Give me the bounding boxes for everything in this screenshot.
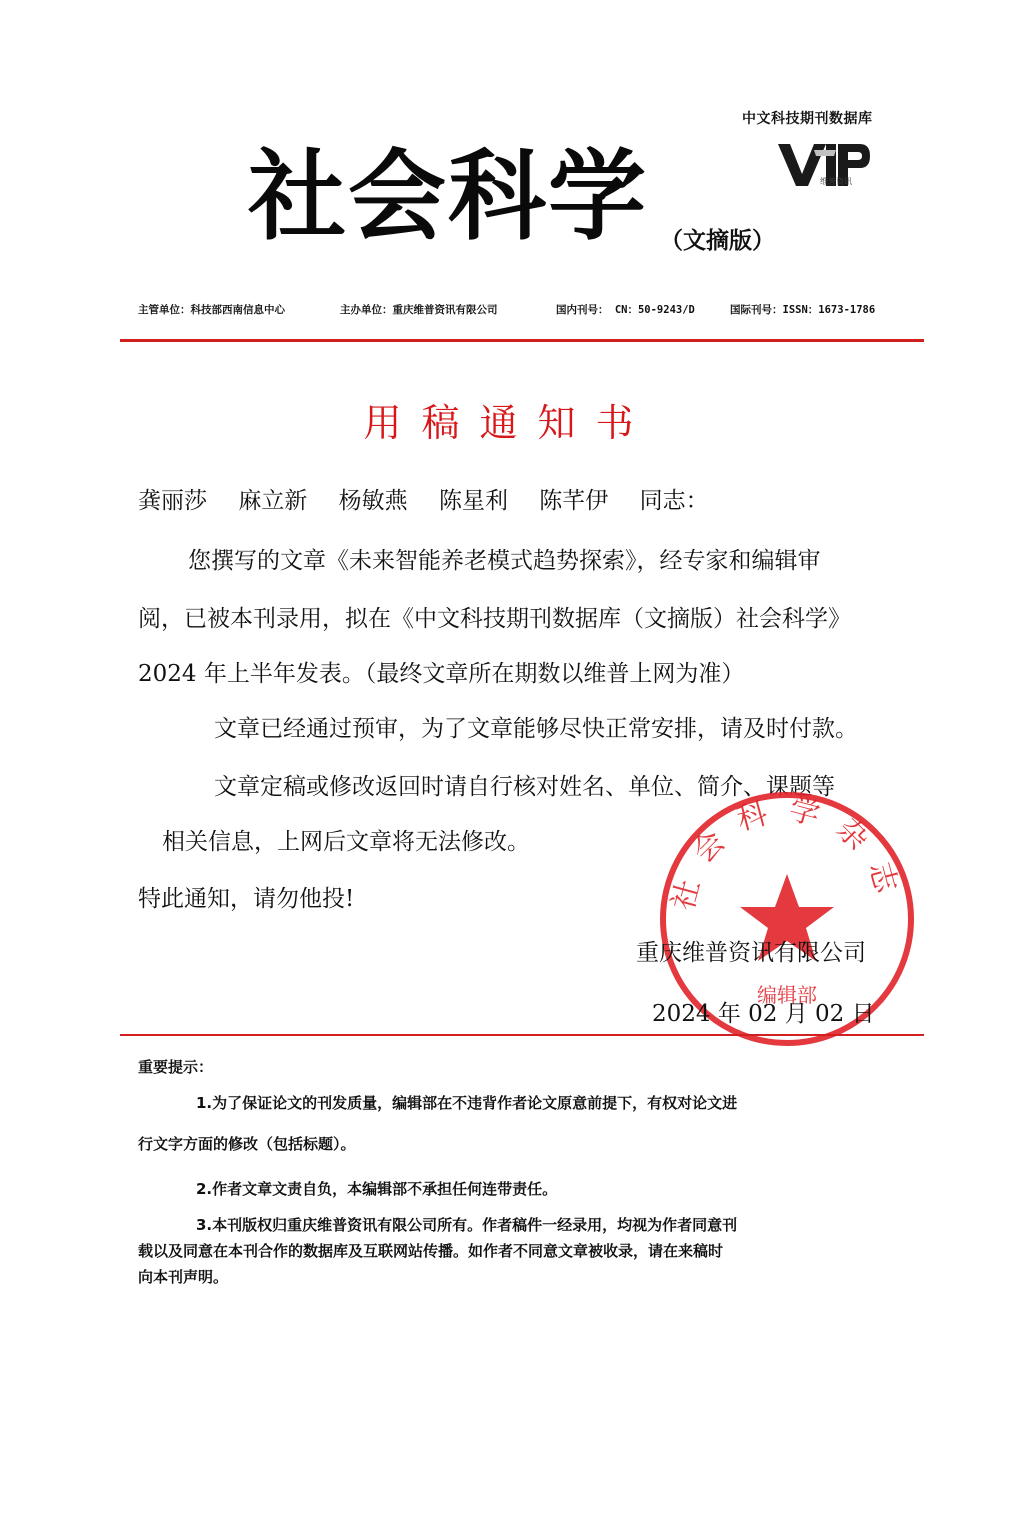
body-line: 特此通知，请勿他投! [138, 886, 355, 912]
tip-line: 载以及同意在本刊合作的数据库及互联网站传播。如作者不同意文章被收录，请在来稿时 [138, 1242, 724, 1260]
recipient-name: 杨敏燕 [338, 488, 408, 514]
seal-top-text: 社会科学杂志 [665, 791, 909, 914]
tip-line: 2.作者文章文责自负，本编辑部不承担任何连带责任。 [196, 1180, 558, 1198]
journal-title: 社会科学 [248, 140, 649, 254]
tip-line: 行文字方面的修改（包括标题）。 [138, 1135, 356, 1153]
body-line: 文章已经通过预审，为了文章能够尽快正常安排，请及时付款。 [214, 716, 858, 742]
meta-sponsor: 主办单位：重庆维普资讯有限公司 [340, 304, 498, 316]
salutation: 同志： [639, 488, 709, 514]
recipients [138, 482, 733, 515]
body-line: 文章定稿或修改返回时请自行核对姓名、单位、简介、课题等 [214, 774, 835, 800]
edition-label: （文摘版） [660, 227, 775, 254]
body-line: 相关信息，上网后文章将无法修改。 [162, 829, 530, 855]
seal-bottom-text: 编辑部 [757, 983, 817, 1007]
recipient-name: 麻立新 [238, 488, 308, 514]
logo-subtext: 维普资讯 [820, 177, 852, 186]
body-line: 阅，已被本刊录用，拟在《中文科技期刊数据库（文摘版）社会科学》 [138, 606, 851, 632]
tip-line: 1.为了保证论文的刊发质量，编辑部在不违背作者论文原意前提下，有权对论文进 [196, 1094, 738, 1112]
meta-supervisor: 主管单位：科技部西南信息中心 [138, 304, 285, 316]
notice-date: 2024 年 02 月 02 日 [652, 1001, 875, 1027]
recipient-name: 龚丽莎 [138, 488, 207, 514]
recipient-name: 陈星利 [438, 488, 508, 514]
body-line: 您撰写的文章《未来智能养老模式趋势探索》，经专家和编辑审 [188, 548, 821, 574]
meta-domestic-code: 国内刊号： CN：50-9243/D [556, 304, 695, 316]
company-signature: 重庆维普资讯有限公司 [636, 940, 866, 966]
tip-line: 向本刊声明。 [138, 1268, 229, 1286]
tip-line: 3.本刊版权归重庆维普资讯有限公司所有。作者稿件一经录用，均视为作者同意刊 [196, 1216, 738, 1234]
header-divider [120, 339, 924, 342]
notice-title: 用稿通知书 [363, 401, 654, 445]
footer-divider [120, 1034, 924, 1036]
recipient-name: 陈芊伊 [539, 488, 609, 514]
tips-heading: 重要提示： [138, 1058, 214, 1076]
database-name: 中文科技期刊数据库 [742, 111, 873, 127]
meta-intl-code: 国际刊号：ISSN：1673-1786 [730, 304, 876, 316]
body-line: 2024 年上半年发表。（最终文章所在期数以维普上网为准） [138, 661, 745, 687]
